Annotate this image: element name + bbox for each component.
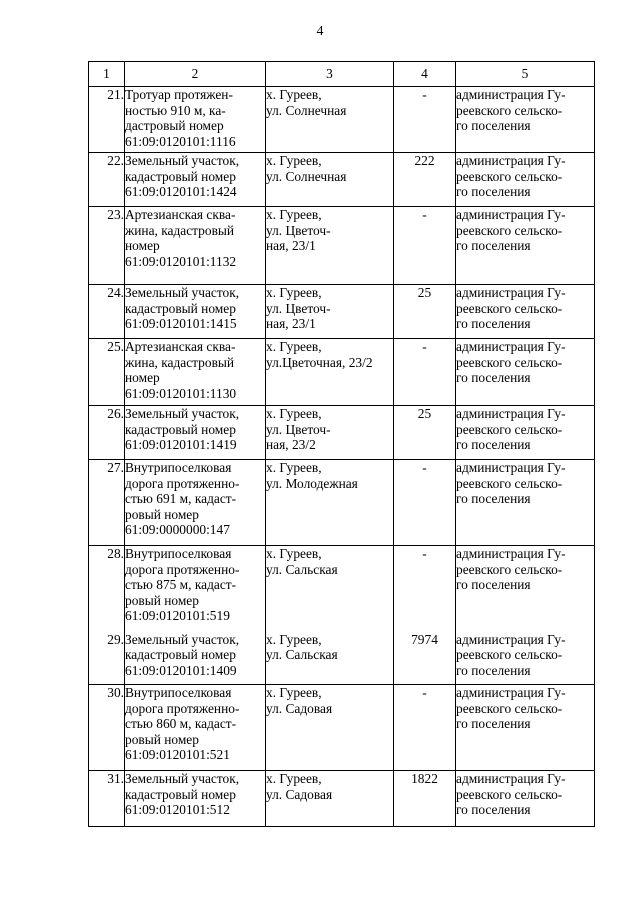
object-name bbox=[125, 771, 266, 827]
object-name-line: кадастровый номер bbox=[125, 647, 236, 662]
object-name-line: 61:09:0120101:519 bbox=[125, 608, 230, 623]
page-number: 4 bbox=[316, 24, 324, 39]
property-registry-table bbox=[88, 61, 595, 827]
row-number: 23. bbox=[89, 207, 125, 285]
object-name-line: жина, кадастровый bbox=[125, 354, 235, 370]
object-name bbox=[125, 546, 266, 632]
object-address-line: ул. Цветоч- bbox=[266, 300, 331, 316]
row-number: 22. bbox=[89, 153, 125, 207]
table-row bbox=[89, 153, 595, 207]
object-owner-line: администрация Гу- bbox=[456, 339, 566, 354]
object-owner-line: администрация Гу- bbox=[456, 406, 566, 421]
object-owner-line: реевского сельско- bbox=[456, 475, 563, 491]
object-address-line: х. Гуреев, bbox=[266, 685, 322, 700]
table-header-row bbox=[89, 62, 595, 87]
object-name bbox=[125, 285, 266, 339]
row-number: 26. bbox=[89, 406, 125, 460]
object-owner-line: го поселения bbox=[456, 370, 531, 385]
object-owner-line: реевского сельско- bbox=[456, 786, 563, 802]
object-name-line: Земельный участок, bbox=[125, 631, 240, 647]
row-number: 24. bbox=[89, 285, 125, 339]
object-area: - bbox=[394, 546, 456, 632]
object-name-line: Внутрипоселковая bbox=[125, 460, 232, 475]
object-name-line: Артезианская сква- bbox=[125, 339, 236, 354]
object-address bbox=[266, 460, 394, 546]
object-owner-line: реевского сельско- bbox=[456, 222, 563, 238]
object-area: 25 bbox=[394, 285, 456, 339]
object-name-line: ровый номер bbox=[125, 731, 199, 747]
object-name-line: 61:09:0120101:1409 bbox=[125, 662, 237, 678]
row-number: 31. bbox=[89, 771, 125, 827]
object-name bbox=[125, 460, 266, 546]
object-name-line: ностью 910 м, ка- bbox=[125, 102, 226, 118]
object-owner-line: администрация Гу- bbox=[456, 771, 566, 786]
object-name-line: жина, кадастровый bbox=[125, 222, 235, 238]
object-name-line: Земельный участок, bbox=[125, 285, 240, 300]
object-name bbox=[125, 87, 266, 153]
object-name-line: 61:09:0120101:1415 bbox=[125, 316, 237, 331]
object-name-line: Земельный участок, bbox=[125, 153, 240, 168]
object-address-line: ул. Сальская bbox=[266, 561, 338, 577]
object-address bbox=[266, 153, 394, 207]
object-name-line: Артезианская сква- bbox=[125, 207, 236, 222]
object-address bbox=[266, 685, 394, 771]
object-name-line: дорога протяженно- bbox=[125, 561, 240, 577]
row-number: 21. bbox=[89, 87, 125, 153]
object-name-line: дорога протяженно- bbox=[125, 700, 240, 716]
object-owner bbox=[456, 632, 595, 685]
object-owner-line: го поселения bbox=[456, 238, 531, 253]
object-owner-line: го поселения bbox=[456, 716, 531, 731]
object-address-line: х. Гуреев, bbox=[266, 546, 322, 561]
object-name bbox=[125, 153, 266, 207]
object-address-line: х. Гуреев, bbox=[266, 207, 322, 222]
object-owner-line: администрация Гу- bbox=[456, 207, 566, 222]
object-owner-line: реевского сельско- bbox=[456, 421, 563, 437]
object-owner-line: администрация Гу- bbox=[456, 631, 566, 647]
object-name-line: 61:09:0000000:147 bbox=[125, 522, 230, 537]
object-address-line: ул.Цветочная, 23/2 bbox=[266, 354, 373, 370]
object-area: - bbox=[394, 87, 456, 153]
object-name-line: дорога протяженно- bbox=[125, 475, 240, 491]
object-owner-line: реевского сельско- bbox=[456, 647, 563, 662]
object-owner-line: го поселения bbox=[456, 184, 531, 199]
object-owner-line: реевского сельско- bbox=[456, 561, 563, 577]
object-address-line: х. Гуреев, bbox=[266, 406, 322, 421]
object-name-line: Тротуар протяжен- bbox=[125, 87, 233, 102]
object-name-line: ровый номер bbox=[125, 506, 199, 522]
column-header: 5 bbox=[456, 62, 595, 87]
table-row bbox=[89, 460, 595, 546]
table-row bbox=[89, 685, 595, 771]
table-row bbox=[89, 285, 595, 339]
object-name bbox=[125, 339, 266, 406]
object-owner-line: реевского сельско- bbox=[456, 168, 563, 184]
object-owner bbox=[456, 87, 595, 153]
object-address bbox=[266, 285, 394, 339]
object-area: 1822 bbox=[394, 771, 456, 827]
row-number: 29. bbox=[89, 632, 125, 685]
object-name-line: Земельный участок, bbox=[125, 406, 240, 421]
object-owner-line: администрация Гу- bbox=[456, 285, 566, 300]
object-area: - bbox=[394, 460, 456, 546]
table-row bbox=[89, 339, 595, 406]
object-owner bbox=[456, 153, 595, 207]
object-owner-line: реевского сельско- bbox=[456, 354, 563, 370]
object-owner-line: администрация Гу- bbox=[456, 460, 566, 475]
object-address-line: ул. Садовая bbox=[266, 700, 333, 716]
object-address-line: ул. Садовая bbox=[266, 786, 333, 802]
object-name-line: ровый номер bbox=[125, 592, 199, 608]
object-address-line: х. Гуреев, bbox=[266, 285, 322, 300]
object-name-line: стью 691 м, кадаст- bbox=[125, 491, 237, 506]
object-name bbox=[125, 406, 266, 460]
object-owner-line: го поселения bbox=[456, 662, 531, 678]
object-owner-line: го поселения bbox=[456, 802, 531, 817]
object-address bbox=[266, 406, 394, 460]
row-number: 28. bbox=[89, 546, 125, 632]
object-owner bbox=[456, 207, 595, 285]
object-address bbox=[266, 339, 394, 406]
object-name-line: номер bbox=[125, 370, 160, 385]
object-owner-line: администрация Гу- bbox=[456, 87, 566, 102]
object-address-line: ная, 23/1 bbox=[266, 238, 316, 253]
object-owner-line: администрация Гу- bbox=[456, 546, 566, 561]
object-owner-line: го поселения bbox=[456, 118, 531, 133]
object-area: 25 bbox=[394, 406, 456, 460]
object-owner-line: го поселения bbox=[456, 577, 531, 592]
object-owner-line: го поселения bbox=[456, 491, 531, 506]
object-name-line: кадастровый номер bbox=[125, 300, 236, 316]
object-owner bbox=[456, 460, 595, 546]
row-number: 30. bbox=[89, 685, 125, 771]
object-name-line: 61:09:0120101:1419 bbox=[125, 437, 237, 452]
column-header: 3 bbox=[266, 62, 394, 87]
object-owner-line: реевского сельско- bbox=[456, 102, 563, 118]
object-name-line: номер bbox=[125, 238, 160, 253]
object-owner-line: го поселения bbox=[456, 316, 531, 331]
object-owner bbox=[456, 685, 595, 771]
object-address bbox=[266, 546, 394, 632]
object-name-line: Земельный участок, bbox=[125, 771, 240, 786]
object-owner bbox=[456, 771, 595, 827]
object-owner-line: реевского сельско- bbox=[456, 700, 563, 716]
object-address-line: ул. Цветоч- bbox=[266, 222, 331, 238]
object-address-line: ул. Сальская bbox=[266, 647, 338, 662]
object-name-line: 61:09:0120101:1424 bbox=[125, 184, 237, 199]
object-name-line: Внутрипоселковая bbox=[125, 546, 232, 561]
column-header: 1 bbox=[89, 62, 125, 87]
table-row bbox=[89, 546, 595, 632]
object-owner bbox=[456, 546, 595, 632]
object-area: - bbox=[394, 339, 456, 406]
object-address-line: ная, 23/2 bbox=[266, 437, 316, 452]
object-area: - bbox=[394, 685, 456, 771]
object-address bbox=[266, 87, 394, 153]
object-owner bbox=[456, 285, 595, 339]
object-name bbox=[125, 207, 266, 285]
table-row bbox=[89, 632, 595, 685]
object-address bbox=[266, 632, 394, 685]
column-header: 4 bbox=[394, 62, 456, 87]
row-number: 25. bbox=[89, 339, 125, 406]
column-header: 2 bbox=[125, 62, 266, 87]
object-owner-line: администрация Гу- bbox=[456, 153, 566, 168]
object-area: 222 bbox=[394, 153, 456, 207]
object-owner-line: администрация Гу- bbox=[456, 685, 566, 700]
object-address bbox=[266, 207, 394, 285]
object-address-line: х. Гуреев, bbox=[266, 460, 322, 475]
object-area: - bbox=[394, 207, 456, 285]
object-name-line: стью 860 м, кадаст- bbox=[125, 716, 237, 731]
object-name-line: 61:09:0120101:521 bbox=[125, 747, 230, 762]
object-address-line: х. Гуреев, bbox=[266, 771, 322, 786]
object-name-line: кадастровый номер bbox=[125, 421, 236, 437]
object-name bbox=[125, 632, 266, 685]
object-name-line: Внутрипоселковая bbox=[125, 685, 232, 700]
object-address-line: ул. Солнечная bbox=[266, 168, 347, 184]
table-row bbox=[89, 406, 595, 460]
table-row bbox=[89, 207, 595, 285]
table-row bbox=[89, 87, 595, 153]
object-address-line: х. Гуреев, bbox=[266, 339, 322, 354]
object-name-line: кадастровый номер bbox=[125, 168, 236, 184]
object-name-line: кадастровый номер bbox=[125, 786, 236, 802]
object-address-line: х. Гуреев, bbox=[266, 87, 322, 102]
object-address-line: ул. Цветоч- bbox=[266, 421, 331, 437]
object-address-line: ул. Молодежная bbox=[266, 475, 358, 491]
row-number: 27. bbox=[89, 460, 125, 546]
object-name-line: 61:09:0120101:1130 bbox=[125, 385, 237, 401]
object-owner bbox=[456, 339, 595, 406]
object-address-line: ул. Солнечная bbox=[266, 102, 347, 118]
object-owner-line: го поселения bbox=[456, 437, 531, 452]
object-owner-line: реевского сельско- bbox=[456, 300, 563, 316]
object-address-line: х. Гуреев, bbox=[266, 631, 322, 647]
table-row bbox=[89, 771, 595, 827]
object-name-line: дастровый номер bbox=[125, 118, 224, 133]
object-name-line: 61:09:0120101:1132 bbox=[125, 253, 237, 269]
object-owner bbox=[456, 406, 595, 460]
object-address-line: х. Гуреев, bbox=[266, 153, 322, 168]
object-address bbox=[266, 771, 394, 827]
object-area: 7974 bbox=[394, 632, 456, 685]
object-name-line: 61:09:0120101:1116 bbox=[125, 133, 236, 149]
object-address-line: ная, 23/1 bbox=[266, 316, 316, 331]
object-name bbox=[125, 685, 266, 771]
object-name-line: стью 875 м, кадаст- bbox=[125, 577, 237, 592]
table-body bbox=[89, 87, 595, 827]
object-name-line: 61:09:0120101:512 bbox=[125, 802, 230, 817]
